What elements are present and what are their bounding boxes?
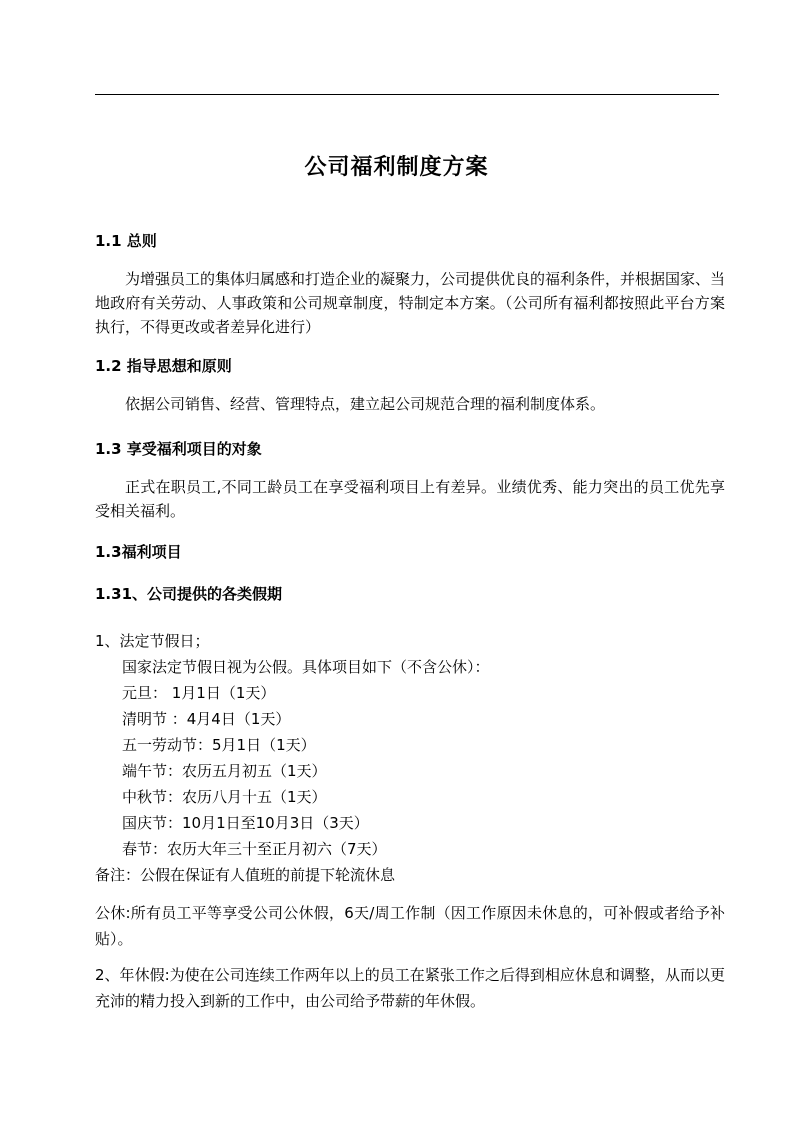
holiday-item: 端午节：农历五月初五（1天） [122,762,327,780]
holiday-item: 中秋节：农历八月十五（1天） [122,788,327,806]
holiday-item: 元旦： 1月1日（1天） [122,684,276,702]
document-title: 公司福利制度方案 [304,155,489,180]
holiday-item: 春节：农历大年三十至正月初六（7天） [122,840,387,858]
section-heading-principles: 1.2 指导思想和原则 [95,357,232,375]
holiday-note: 备注：公假在保证有人值班的前提下轮流休息 [95,866,396,884]
holiday-item: 五一劳动节：5月1日（1天） [122,736,316,754]
holiday-item: 清明节 ：4月4日（1天） [122,710,291,728]
section-heading-general: 1.1 总则 [95,232,157,250]
section-body-principles: 依据公司销售、经营、管理特点，建立起公司规范合理的福利制度体系。 [125,395,606,413]
section-heading-eligibility: 1.3 享受福利项目的对象 [95,440,262,458]
section-heading-benefits: 1.3福利项目 [95,543,182,561]
section-body-eligibility: 正式在职员工,不同工龄员工在享受福利项目上有差异。业绩优秀、能力突出的员工优先享受相关福利。 [95,478,725,520]
list-item-statutory-holidays: 1、法定节假日； [95,632,210,650]
section-heading-leave-types: 1.31、公司提供的各类假期 [95,585,283,603]
annual-leave-paragraph: 2、年休假:为使在公司连续工作两年以上的员工在紧张工作之后得到相应休息和调整，从而以更充沛的精力投入到新的工作中，由公司给予带薪的年休假。 [95,966,725,1010]
rest-day-paragraph: 公休:所有员工平等享受公司公休假，6天/周工作制（因工作原因未休息的，可补假或者给予补贴）。 [95,904,725,948]
section-body-general: 为增强员工的集体归属感和打造企业的凝聚力，公司提供优良的福利条件，并根据国家、当地政府有关劳动、人事政策和公司规章制度，特制定本方案。（公司所有福利都按照此平台方案执行，不得更改或者差异化进行） [95,270,726,336]
header-rule [95,94,719,95]
holiday-item: 国庆节：10月1日至10月3日（3天） [122,814,369,832]
holidays-intro: 国家法定节假日视为公假。具体项目如下（不含公休）： [122,658,490,676]
